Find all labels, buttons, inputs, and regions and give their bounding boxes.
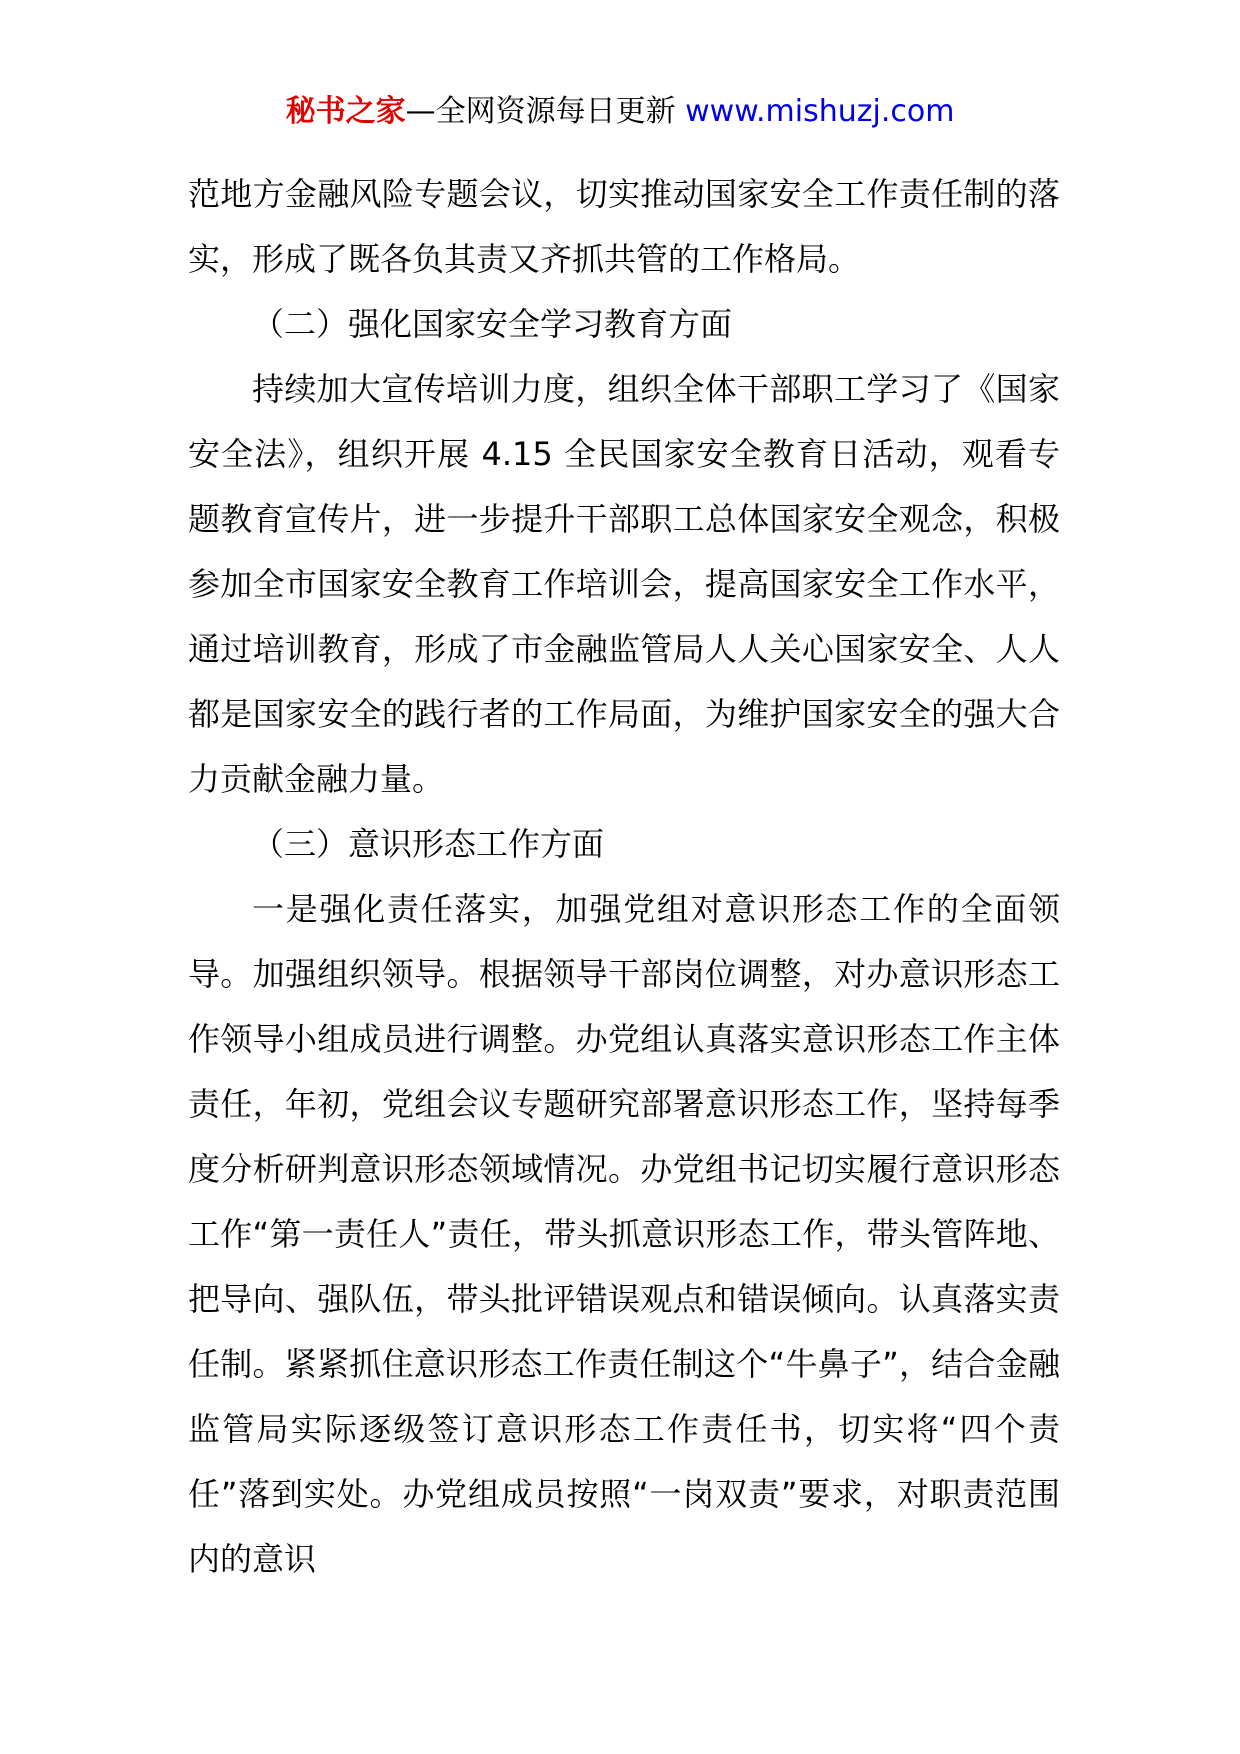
site-url-link[interactable]: www.mishuzj.com xyxy=(685,94,955,129)
section-heading-2: （二）强化国家安全学习教育方面 xyxy=(252,305,733,343)
site-tagline: —全网资源每日更新 xyxy=(405,94,676,129)
site-brand: 秘书之家 xyxy=(285,94,406,129)
document-body xyxy=(188,162,1060,1592)
paragraph-security-education: 持续加大宣传培训力度，组织全体干部职工学习了《国家安全法》，组织开展 4.15 全民国家安全教育日活动，观看专题教育宣传片，进一步提升干部职工总体国家安全观念，积极参加全市国家安全教育工作培训会，提高国家安全工作水平，通过培训教育，形成了市金融监管局人人关心国家安全、人人都是国家安全的践行者的工作局面，为维护国家安全的强大合力贡献金融力量。 xyxy=(188,370,1060,798)
paragraph-ideology-work: 一是强化责任落实，加强党组对意识形态工作的全面领导。加强组织领导。根据领导干部岗位调整，对办意识形态工作领导小组成员进行调整。办党组认真落实意识形态工作主体责任，年初，党组会议专题研究部署意识形态工作，坚持每季度分析研判意识形态领域情况。办党组书记切实履行意识形态工作“第一责任人”责任，带头抓意识形态工作，带头管阵地、把导向、强队伍，带头批评错误观点和错误倾向。认真落实责任制。紧紧抓住意识形态工作责任制这个“牛鼻子”，结合金融监管局实际逐级签订意识形态工作责任书，切实将“四个责任”落到实处。办党组成员按照“一岗双责”要求，对职责范围内的意识 xyxy=(188,890,1060,1578)
section-heading-3: （三）意识形态工作方面 xyxy=(252,825,605,863)
paragraph-continued: 范地方金融风险专题会议，切实推动国家安全工作责任制的落实，形成了既各负其责又齐抓共管的工作格局。 xyxy=(188,175,1060,278)
site-header xyxy=(0,92,1240,132)
